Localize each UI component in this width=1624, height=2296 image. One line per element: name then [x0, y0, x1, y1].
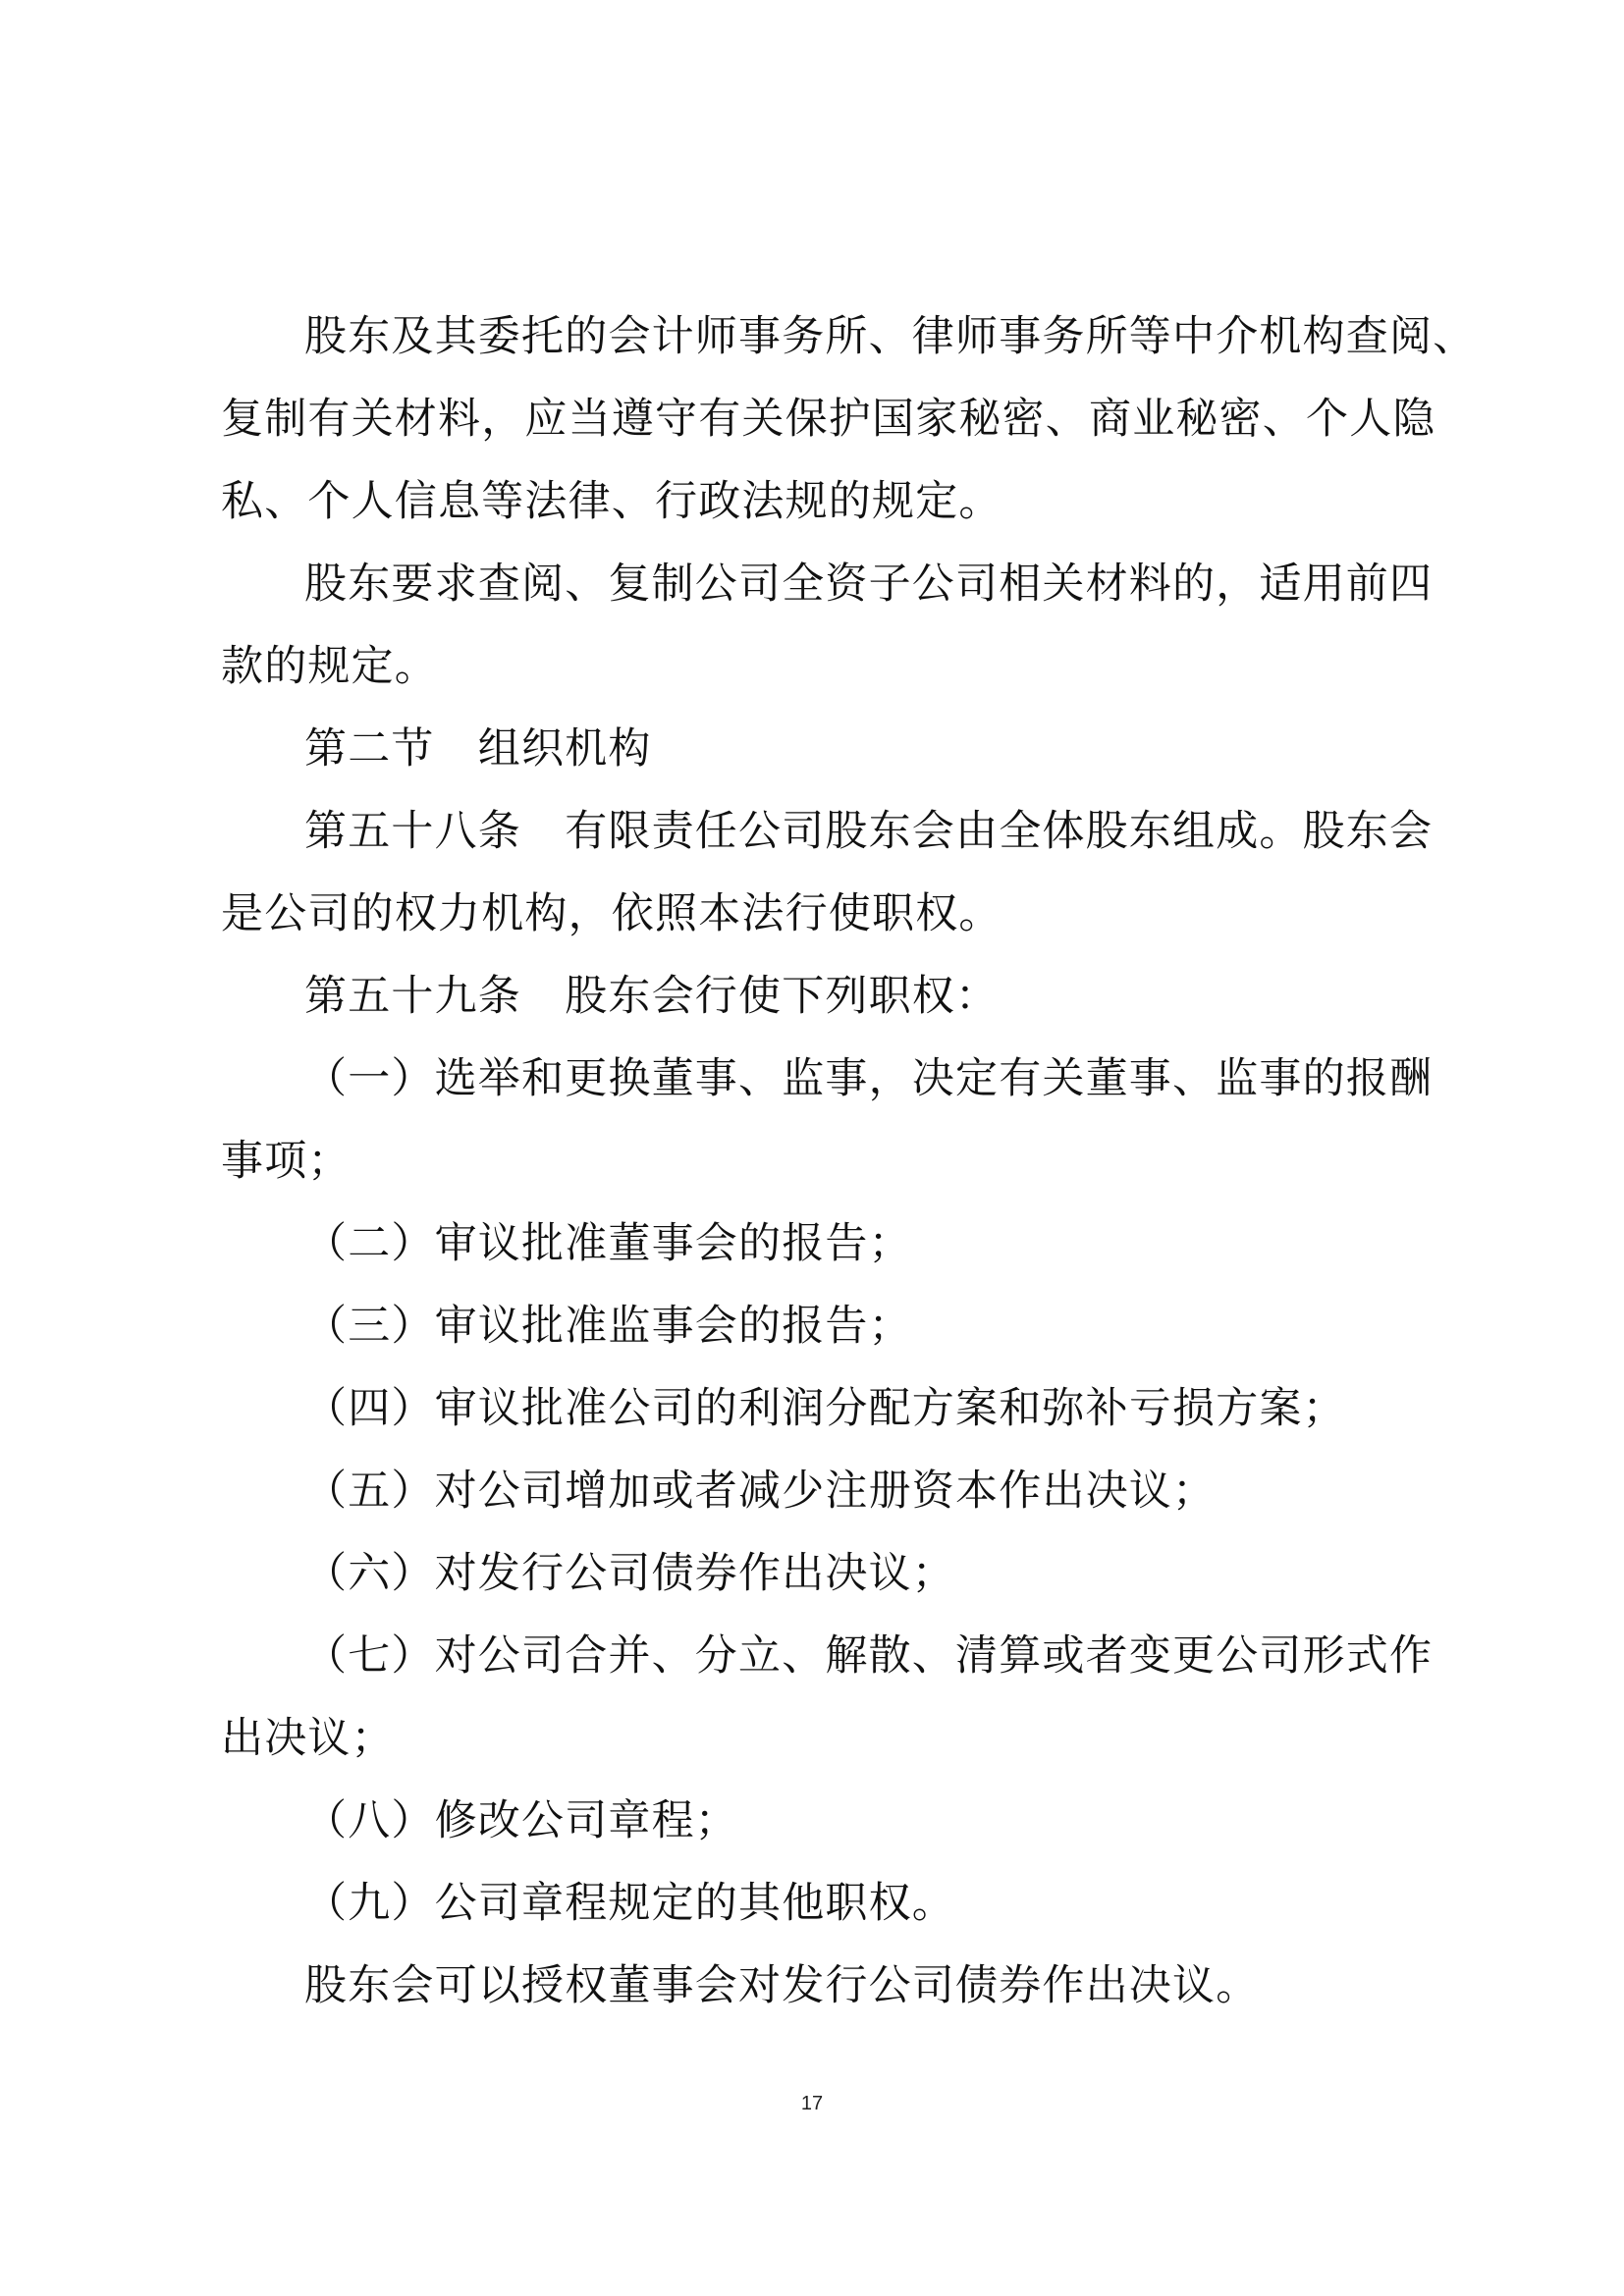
list-item-line: （九）公司章程规定的其他职权。 [304, 1879, 955, 1928]
paragraph-line: 股东要求查阅、复制公司全资子公司相关材料的，适用前四 [304, 560, 1434, 609]
page-number: 17 [800, 2093, 824, 2114]
list-item-line: （八）修改公司章程； [304, 1796, 738, 1845]
list-item-line: （三）审议批准监事会的报告； [304, 1302, 912, 1351]
paragraph-line: 是公司的权力机构，依照本法行使职权。 [221, 889, 1002, 938]
list-item-line: （四）审议批准公司的利润分配方案和弥补亏损方案； [304, 1384, 1346, 1433]
paragraph-line: 私、个人信息等法律、行政法规的规定。 [221, 477, 1002, 526]
list-item-line: （二）审议批准董事会的报告； [304, 1219, 912, 1268]
paragraph-line: 股东及其委托的会计师事务所、律师事务所等中介机构查阅、 [304, 312, 1477, 361]
list-item-line: （六）对发行公司债券作出决议； [304, 1549, 955, 1598]
list-item-line: （五）对公司增加或者减少注册资本作出决议； [304, 1467, 1217, 1516]
paragraph-line: 股东会可以授权董事会对发行公司债券作出决议。 [304, 1961, 1260, 2010]
list-item-line: 事项； [221, 1137, 352, 1186]
paragraph-line: 款的规定。 [221, 642, 438, 691]
list-item-line: （一）选举和更换董事、监事，决定有关董事、监事的报酬 [304, 1054, 1434, 1103]
article-line: 第五十八条 有限责任公司股东会由全体股东组成。股东会 [304, 807, 1434, 856]
list-item-line: 出决议； [221, 1714, 395, 1763]
list-item-line: （七）对公司合并、分立、解散、清算或者变更公司形式作 [304, 1631, 1434, 1681]
paragraph-line: 复制有关材料，应当遵守有关保护国家秘密、商业秘密、个人隐 [221, 395, 1436, 444]
section-heading: 第二节 组织机构 [304, 724, 652, 774]
article-line: 第五十九条 股东会行使下列职权： [304, 972, 1000, 1021]
